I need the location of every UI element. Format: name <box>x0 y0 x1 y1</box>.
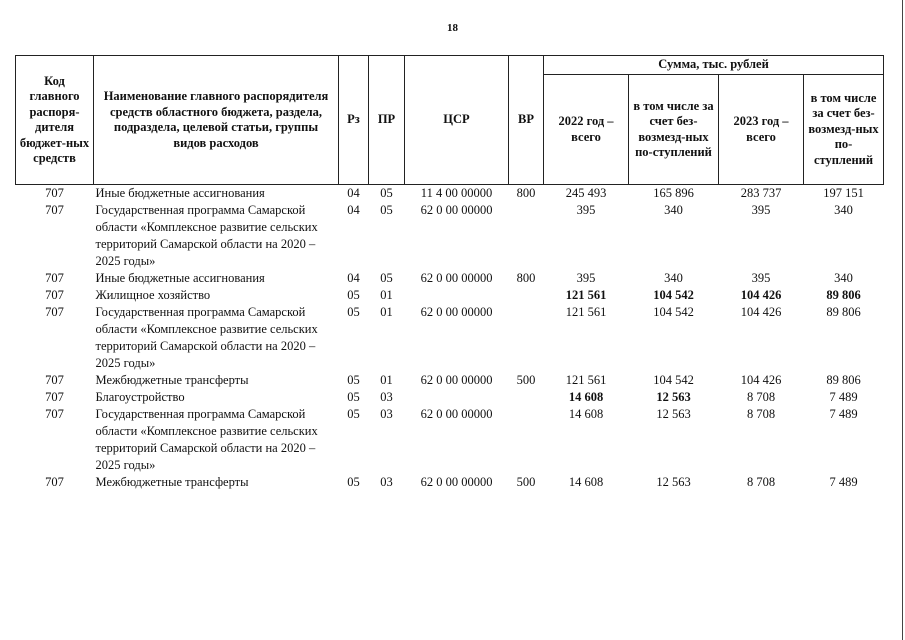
rz-cell: 05 <box>347 373 360 387</box>
rz-cell: 05 <box>347 288 360 302</box>
page-edge-line <box>902 0 903 640</box>
sum-2023-cell: 104 426 <box>740 373 782 387</box>
free-2023-cell: 7 489 <box>829 475 858 489</box>
sum-2023-cell: 104 426 <box>740 305 782 319</box>
table-row <box>16 270 884 287</box>
name-cell: Государственная программа Самарской области «Комплексное развитие сельских территорий Самарской области на 2020 – 2025 годы» <box>95 407 318 472</box>
vr-cell <box>509 202 544 270</box>
name-cell: Государственная программа Самарской области «Комплексное развитие сельских территорий Самарской области на 2020 – 2025 годы» <box>95 203 318 268</box>
table-row <box>16 389 884 406</box>
name-cell: Межбюджетные трансферты <box>95 373 249 387</box>
csr-cell: 62 0 00 00000 <box>420 203 493 217</box>
free-2023-cell: 340 <box>834 271 853 285</box>
free-2023-cell: 7 489 <box>829 407 858 421</box>
name-cell: Межбюджетные трансферты <box>95 475 249 489</box>
header-sum-caption: Сумма, тыс. рублей <box>544 56 884 75</box>
name-cell: Иные бюджетные ассигнования <box>95 186 265 200</box>
header-rz: Рз <box>339 56 369 185</box>
code-cell: 707 <box>45 373 64 387</box>
budget-table <box>15 55 884 491</box>
table-row <box>16 372 884 389</box>
code-cell: 707 <box>45 475 64 489</box>
name-cell: Жилищное хозяйство <box>95 288 211 302</box>
table-row <box>16 406 884 474</box>
code-cell: 707 <box>45 203 64 217</box>
pr-cell: 03 <box>380 407 393 421</box>
header-vr: ВР <box>509 56 544 185</box>
sum-2023-cell: 8 708 <box>746 475 776 489</box>
table-row <box>16 304 884 372</box>
free-2022-cell: 12 563 <box>656 475 691 489</box>
free-2023-cell: 89 806 <box>826 288 861 302</box>
csr-cell: 62 0 00 00000 <box>420 373 493 387</box>
pr-cell: 05 <box>380 203 393 217</box>
table-row <box>16 185 884 203</box>
sum-2023-cell: 8 708 <box>746 407 776 421</box>
pr-cell: 03 <box>380 475 393 489</box>
header-csr: ЦСР <box>405 56 509 185</box>
rz-cell: 05 <box>347 305 360 319</box>
sum-2023-cell: 283 737 <box>740 186 782 200</box>
free-2023-cell: 340 <box>834 203 853 217</box>
free-2022-cell: 165 896 <box>653 186 694 200</box>
rz-cell: 05 <box>347 390 360 404</box>
vr-cell <box>509 406 544 474</box>
vr-cell: 800 <box>516 271 536 285</box>
csr-cell: 62 0 00 00000 <box>420 475 493 489</box>
header-2023-total: 2023 год – всего <box>719 75 804 185</box>
vr-cell <box>509 287 544 304</box>
sum-2022-cell: 121 561 <box>565 373 607 387</box>
page-number: 18 <box>447 22 458 34</box>
sum-2022-cell: 121 561 <box>565 288 607 302</box>
pr-cell: 01 <box>380 288 393 302</box>
csr-cell <box>405 287 509 304</box>
free-2022-cell: 104 542 <box>653 288 694 302</box>
table-body <box>16 185 884 492</box>
free-2022-cell: 104 542 <box>653 305 694 319</box>
rz-cell: 04 <box>347 186 360 200</box>
sum-2022-cell: 395 <box>576 271 596 285</box>
csr-cell: 11 4 00 00000 <box>420 186 493 200</box>
pr-cell: 05 <box>380 271 393 285</box>
free-2022-cell: 12 563 <box>656 390 691 404</box>
free-2022-cell: 340 <box>664 203 683 217</box>
sum-2022-cell: 245 493 <box>565 186 607 200</box>
free-2022-cell: 104 542 <box>653 373 694 387</box>
pr-cell: 05 <box>380 186 393 200</box>
vr-cell <box>509 389 544 406</box>
vr-cell <box>509 304 544 372</box>
vr-cell: 500 <box>516 373 536 387</box>
rz-cell: 04 <box>347 271 360 285</box>
header-2023-free: в том числе за счет без-возмезд-ных по-ступлений <box>804 75 884 185</box>
code-cell: 707 <box>45 305 64 319</box>
pr-cell: 03 <box>380 390 393 404</box>
rz-cell: 05 <box>347 475 360 489</box>
rz-cell: 04 <box>347 203 360 217</box>
vr-cell: 500 <box>516 475 536 489</box>
table-row <box>16 202 884 270</box>
csr-cell: 62 0 00 00000 <box>420 407 493 421</box>
code-cell: 707 <box>45 288 64 302</box>
pr-cell: 01 <box>380 305 393 319</box>
code-cell: 707 <box>45 271 64 285</box>
sum-2022-cell: 14 608 <box>568 407 604 421</box>
sum-2022-cell: 121 561 <box>565 305 607 319</box>
free-2022-cell: 12 563 <box>656 407 691 421</box>
table-row <box>16 287 884 304</box>
header-name: Наименование главного распорядителя средств областного бюджета, раздела, подраздела, целевой статьи, группы видов расходов <box>94 56 339 185</box>
header-code: Код главного распоря-дителя бюджет-ных средств <box>16 56 94 185</box>
csr-cell: 62 0 00 00000 <box>420 271 493 285</box>
table-row <box>16 474 884 491</box>
csr-cell <box>405 389 509 406</box>
header-pr: ПР <box>369 56 405 185</box>
sum-2022-cell: 14 608 <box>568 475 604 489</box>
sum-2022-cell: 14 608 <box>568 390 604 404</box>
free-2023-cell: 7 489 <box>829 390 858 404</box>
sum-2023-cell: 104 426 <box>740 288 782 302</box>
pr-cell: 01 <box>380 373 393 387</box>
free-2023-cell: 89 806 <box>826 373 861 387</box>
csr-cell: 62 0 00 00000 <box>420 305 493 319</box>
code-cell: 707 <box>45 407 64 421</box>
name-cell: Иные бюджетные ассигнования <box>95 271 265 285</box>
code-cell: 707 <box>45 186 64 200</box>
free-2023-cell: 89 806 <box>826 305 861 319</box>
sum-2023-cell: 8 708 <box>746 390 776 404</box>
header-2022-total: 2022 год – всего <box>544 75 629 185</box>
sum-2023-cell: 395 <box>751 203 771 217</box>
name-cell: Государственная программа Самарской области «Комплексное развитие сельских территорий Самарской области на 2020 – 2025 годы» <box>95 305 318 370</box>
vr-cell: 800 <box>516 186 536 200</box>
name-cell: Благоустройство <box>95 390 185 404</box>
header-2022-free: в том числе за счет без-возмезд-ных по-ступлений <box>629 75 719 185</box>
code-cell: 707 <box>45 390 64 404</box>
sum-2022-cell: 395 <box>576 203 596 217</box>
free-2023-cell: 197 151 <box>823 186 864 200</box>
free-2022-cell: 340 <box>664 271 683 285</box>
table-header <box>16 56 884 185</box>
rz-cell: 05 <box>347 407 360 421</box>
sum-2023-cell: 395 <box>751 271 771 285</box>
